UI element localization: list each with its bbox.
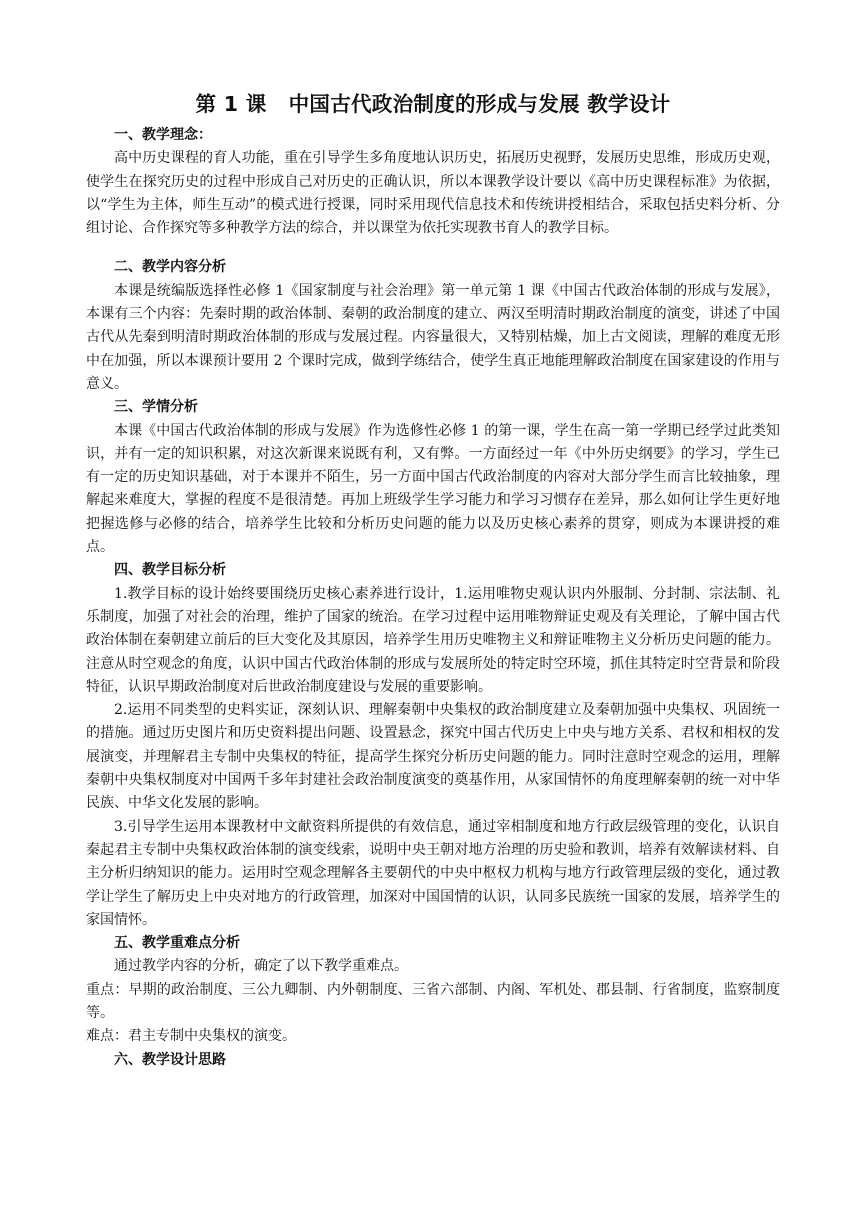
- paragraph-student-analysis: 本课《中国古代政治体制的形成与发展》作为选修性必修 1 的第一课，学生在高一第一学期已经学过此类知识，并有一定的知识积累，对这次新课来说既有利，又有弊。一方面经过一年《中外历史纲要》的学习，学生已有一定的历史知识基础，对于本课并不陌生，另一方面中国古代政治制度的内容对大部分学生而言比较抽象，理解起来难度大，掌握的程度不是很清楚。再加上班级学生学习能力和学习习惯存在差异，那么如何让学生更好地把握选修与必修的结合，培养学生比较和分析历史问题的能力以及历史核心素养的贯穿，则成为本课讲授的难点。: [86, 422, 780, 556]
- section-heading-key-points: 五、教学重难点分析: [114, 935, 240, 952]
- section-heading-objectives: 四、教学目标分析: [114, 562, 226, 579]
- paragraph-difficult-points: 难点：君主专制中央集权的演变。: [86, 1028, 296, 1045]
- paragraph-content-analysis: 本课是统编版选择性必修 1《国家制度与社会治理》第一单元第 1 课《中国古代政治体制的形成与发展》，本课有三个内容：先秦时期的政治体制、秦朝的政治制度的建立、两汉至明清时期政治制度的演变，讲述了中国古代从先秦到明清时期政治体制的形成与发展过程。内容量很大，又特别枯燥，加上古文阅读，理解的难度无形中在加强，所以本课预计要用 2 个课时完成，做到学练结合，使学生真正地能理解政治制度在国家建设的作用与意义。: [86, 282, 780, 392]
- section-heading-design-ideas: 六、教学设计思路: [114, 1051, 226, 1068]
- section-heading-student-analysis: 三、学情分析: [114, 399, 198, 416]
- paragraph-key-points-intro: 通过教学内容的分析，确定了以下教学重难点。: [114, 958, 408, 975]
- section-heading-content-analysis: 二、教学内容分析: [114, 259, 226, 276]
- section-heading-philosophy: 一、教学理念：: [114, 127, 212, 143]
- paragraph-objective-1: 1.教学目标的设计始终要围绕历史核心素养进行设计，1.运用唯物史观认识内外服制、分封制、宗法制、礼乐制度，加强了对社会的治理，维护了国家的统治。在学习过程中运用唯物辩证史观及有关理论，了解中国古代政治体制在秦朝建立前后的巨大变化及其原因，培养学生用历史唯物主义和辩证唯物主义分析历史问题的能力。注意从时空观念的角度，认识中国古代政治体制的形成与发展所处的特定时空环境，抓住其特定时空背景和阶段特征，认识早期政治制度对后世政治制度建设与发展的重要影响。: [86, 585, 780, 695]
- paragraph-key-points: 重点：早期的政治制度、三公九卿制、内外朝制度、三省六部制、内阁、军机处、郡县制、行省制度，监察制度等。: [86, 981, 780, 1021]
- lesson-number: 第 1 课: [195, 92, 267, 116]
- paragraph-objective-2: 2.运用不同类型的史料实证，深刻认识、理解秦朝中央集权的政治制度建立及秦朝加强中央集权、巩固统一的措施。通过历史图片和历史资料提出问题、设置悬念，探究中国古代历史上中央与地方关系、君权和相权的发展演变，并理解君主专制中央集权的特征，提高学生探究分析历史问题的能力。同时注意时空观念的运用，理解秦朝中央集权制度对中国两千多年封建社会政治制度演变的奠基作用，从家国情怀的角度理解秦朝的统一对中华民族、中华文化发展的影响。: [86, 702, 780, 812]
- lesson-title: 中国古代政治制度的形成与发展 教学设计: [288, 92, 671, 116]
- paragraph-objective-3: 3.引导学生运用本课教材中文献资料所提供的有效信息，通过宰相制度和地方行政层级管理的变化，认识自秦起君主专制中央集权政治体制的演变线索，说明中央王朝对地方治理的历史验和教训，培养有效解读材料、自主分析归纳知识的能力。运用时空观念理解各主要朝代的中央中枢权力机构与地方行政管理层级的变化，通过教学让学生了解历史上中央对地方的行政管理，加深对中国国情的认识，认同多民族统一国家的发展，培养学生的家国情怀。: [86, 818, 780, 928]
- page-title: [86, 88, 780, 120]
- paragraph-philosophy: 高中历史课程的育人功能，重在引导学生多角度地认识历史，拓展历史视野，发展历史思维，形成历史观，使学生在探究历史的过程中形成自己对历史的正确认识，所以本课教学设计要以《高中历史课程标准》为依据，以“学生为主体，师生互动”的模式进行授课，同时采用现代信息技术和传统讲授相结合，采取包括史料分析、分组讨论、合作探究等多种教学方法的综合，并以课堂为依托实现教书育人的教学目标。: [86, 150, 780, 237]
